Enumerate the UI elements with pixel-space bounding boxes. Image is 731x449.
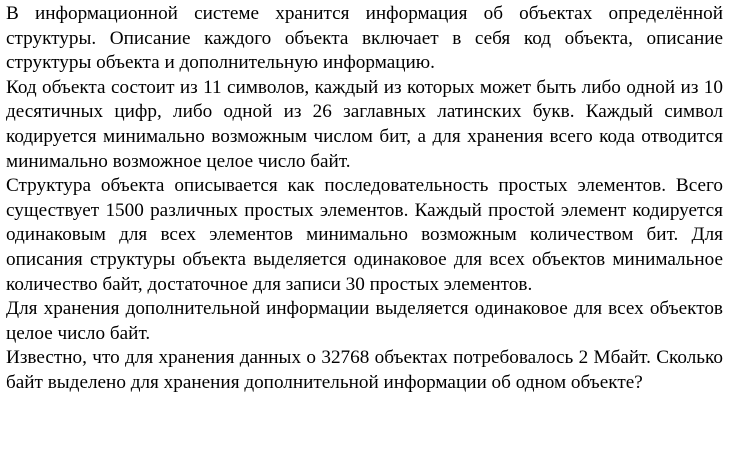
paragraph-question: Известно, что для хранения данных о 32768 объектах потребовалось 2 Мбайт. Сколько байт выделено для хранения дополнительной информации об одном объекте? [6,347,723,393]
paragraph-object-code: Код объекта состоит из 11 символов, каждый из которых может быть либо одной из 10 десятичных цифр, либо одной из 26 заглавных латинских букв. Каждый символ кодируется минимально возможным числом бит, а для хранения всего кода отводится минимально возможное целое число байт. [6,76,723,172]
paragraph-object-structure: Структура объекта описывается как последовательность простых элементов. Всего существует 1500 различных простых элементов. Каждый простой элемент кодируется одинаковым для всех элементов минимально возможным количеством бит. Для описания структуры объекта выделяется одинаковое для всех объектов минимальное количество байт, достаточное для записи 30 простых элементов. [6,175,723,295]
paragraph-additional-info: Для хранения дополнительной информации выделяется одинаковое для всех объектов целое число байт. [6,298,723,344]
paragraph-intro: В информационной системе хранится информация об объектах определённой структуры. Описание каждого объекта включает в себя код объекта, описание структуры объекта и дополнительную информацию. [6,3,723,74]
